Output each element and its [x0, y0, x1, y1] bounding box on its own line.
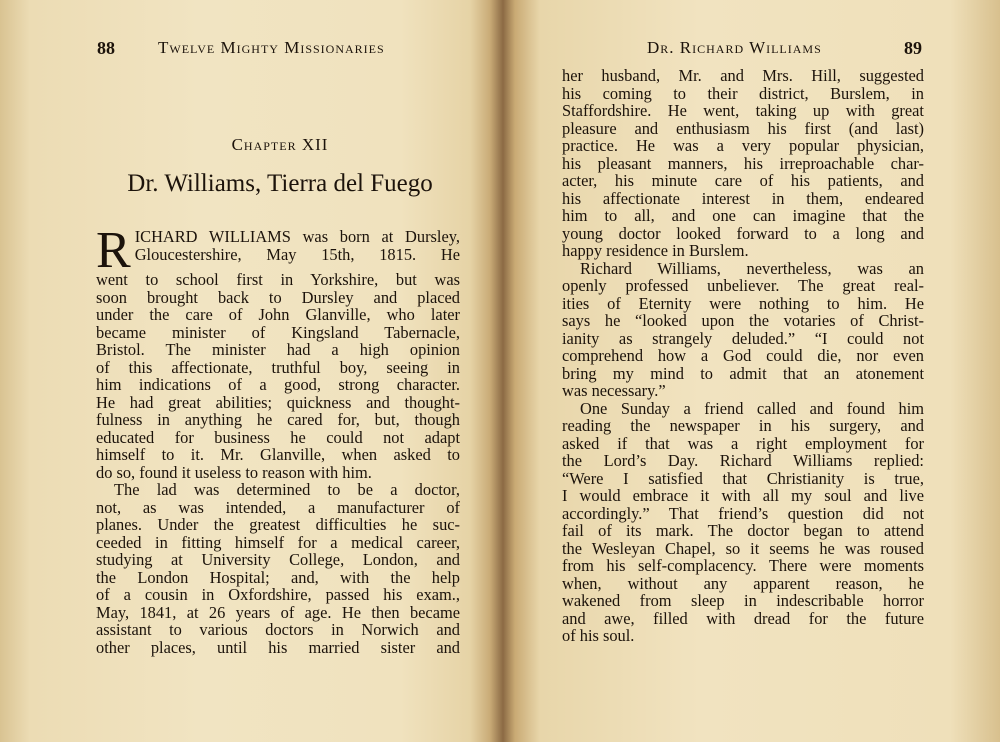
text-line: ities of Eternity were nothing to him. He	[562, 293, 924, 313]
right-body-text	[562, 67, 924, 645]
left-page-number: 88	[97, 38, 115, 58]
text-line: Staffordshire. He went, taking up with great	[562, 101, 924, 120]
text-line: fail of its mark. The doctor began to attend	[562, 521, 924, 540]
text-line: and awe, filled with dread for the future	[562, 608, 924, 628]
text-line: not, as was intended, a manufacturer of	[96, 497, 460, 517]
text-line: bring my mind to admit that an atonement	[562, 363, 924, 383]
text-line: ICHARD WILLIAMS was born at Dursley,	[134, 227, 460, 246]
text-line: happy residence in Burslem.	[562, 241, 749, 260]
text-line: became minister of Kingsland Tabernacle,	[96, 322, 460, 342]
text-line: May, 1841, at 26 years of age. He then became	[96, 602, 460, 622]
text-line: practice. He was a very popular physician,	[562, 136, 924, 155]
right-page-number: 89	[904, 38, 922, 58]
chapter-title: Dr. Williams, Tierra del Fuego	[127, 170, 433, 197]
text-line: studying at University College, London, and	[96, 550, 460, 569]
text-line: when, without any apparent reason, he	[562, 573, 924, 593]
text-line: assistant to various doctors in Norwich and	[96, 620, 460, 639]
text-line: of his soul.	[562, 626, 635, 645]
text-line: the Wesleyan Chapel, so it seems he was roused	[562, 538, 924, 558]
chapter-label: Chapter XII	[231, 135, 329, 154]
text-line: under the care of John Glanville, who later	[96, 305, 460, 324]
text-line: The lad was determined to be a doctor,	[114, 480, 460, 499]
text-line: himself to it. Mr. Glanville, when asked to	[96, 445, 460, 464]
text-line: says he “looked upon the votaries of Christ-	[562, 311, 924, 330]
text-line: other places, until his married sister and	[96, 637, 460, 657]
text-line: openly professed unbeliever. The great real-	[562, 276, 924, 295]
text-line: pleasure and enthusiasm his first (and last)	[562, 118, 924, 138]
left-running-head: Twelve Mighty Missionaries	[158, 38, 385, 57]
text-line: reading the newspaper in his surgery, and	[562, 416, 924, 435]
text-line: educated for business he could not adapt	[96, 427, 460, 447]
text-line: ceeded in fitting himself for a medical career,	[96, 532, 460, 552]
text-line: do so, found it useless to reason with him.	[96, 462, 372, 482]
text-line: One Sunday a friend called and found him	[580, 398, 924, 418]
text-line: accordingly.” That friend’s question did not	[562, 503, 924, 523]
text-line: young doctor looked forward to a long and	[562, 223, 924, 243]
text-line: He had great abilities; quickness and thought-	[96, 392, 460, 412]
text-line: the Lord’s Day. Richard Williams replied:	[562, 451, 924, 470]
text-line: the London Hospital; and, with the help	[96, 567, 460, 587]
text-line: of this affectionate, truthful boy, seeing in	[96, 357, 460, 377]
text-line: his affectionate interest in them, endeared	[562, 188, 924, 208]
text-line: was necessary.”	[562, 381, 666, 400]
text-line: planes. Under the greatest difficulties he suc-	[96, 515, 460, 534]
text-line: from his self-complacency. There were moments	[562, 556, 924, 575]
text-line: him indications of a good, strong character.	[96, 375, 460, 394]
text-line: comprehend how a God could die, nor even	[562, 346, 924, 365]
text-line: wakened from sleep in indescribable horror	[562, 591, 924, 610]
text-line: asked if that was a right employment for	[562, 433, 924, 453]
drop-cap: R	[96, 222, 131, 279]
text-line: ianity as strangely deluded.” “I could not	[562, 328, 924, 348]
text-line: her husband, Mr. and Mrs. Hill, suggested	[562, 66, 924, 85]
text-line: went to school first in Yorkshire, but was	[96, 270, 460, 289]
text-line: Bristol. The minister had a high opinion	[96, 340, 460, 359]
text-line: I would embrace it with all my soul and live	[562, 486, 924, 505]
text-line: “Were I satisfied that Christianity is true,	[562, 468, 924, 488]
text-line: acter, his minute care of his patients, and	[562, 171, 924, 190]
text-line: his pleasant manners, his irreproachable char-	[562, 153, 924, 173]
text-line: soon brought back to Dursley and placed	[96, 287, 460, 307]
text-line: his coming to their district, Burslem, in	[562, 83, 924, 103]
text-line: Gloucestershire, May 15th, 1815. He	[134, 244, 460, 264]
text-line: Richard Williams, nevertheless, was an	[580, 258, 924, 278]
text-line: him to all, and one can imagine that the	[562, 206, 924, 225]
text-line: of a cousin in Oxfordshire, passed his exam.,	[96, 585, 460, 604]
right-page	[510, 0, 1000, 742]
text-line: fulness in anything he cared for, but, though	[96, 410, 460, 429]
right-running-head: Dr. Richard Williams	[647, 38, 822, 57]
left-body-text	[96, 222, 460, 657]
